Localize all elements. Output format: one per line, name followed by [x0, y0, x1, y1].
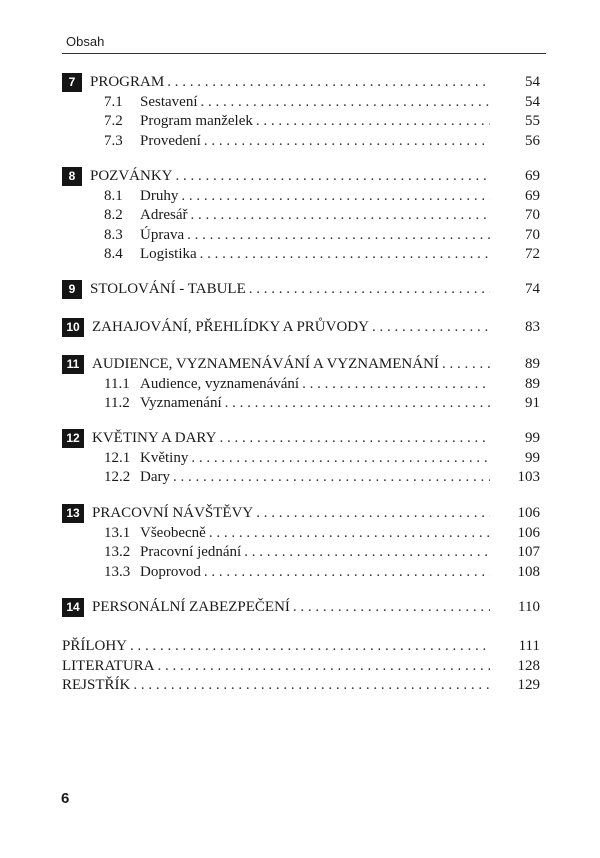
- toc-subsection-row: [62, 225, 540, 245]
- dot-leader: [302, 374, 490, 394]
- page-reference: 106: [517, 505, 540, 521]
- page-reference: 108: [517, 563, 540, 580]
- subsection-number: 7.3: [104, 132, 123, 149]
- dot-leader: [167, 72, 490, 92]
- subsection-number: 11.2: [104, 395, 130, 412]
- toc-subsection-row: [62, 131, 540, 151]
- chapter-number-badge: 11: [62, 355, 84, 374]
- toc-chapter-row: [62, 72, 540, 92]
- page-reference: 103: [517, 469, 540, 486]
- subsection-number: 13.1: [104, 525, 131, 541]
- subsection-number: 12.2: [104, 469, 131, 486]
- chapter-number-badge: 13: [62, 504, 84, 523]
- page-number: 6: [61, 790, 70, 807]
- subsection-title: Květiny: [140, 450, 189, 466]
- toc-chapter-row: [62, 317, 540, 337]
- chapter-number-badge: 14: [62, 598, 84, 617]
- subsection-number: 12.1: [104, 450, 131, 466]
- subsection-title: Doprovod: [140, 563, 201, 580]
- toc-subsection-row: [62, 448, 540, 468]
- chapter-title: PRACOVNÍ NÁVŠTĚVY: [92, 505, 254, 521]
- toc-appendix-row: [62, 656, 540, 676]
- toc-chapter-row: [62, 428, 540, 448]
- subsection-number: 11.1: [104, 376, 130, 392]
- running-header: Obsah: [66, 34, 105, 49]
- subsection-number: 8.4: [104, 246, 123, 263]
- page-reference: 99: [525, 450, 540, 466]
- page-reference: 56: [525, 132, 540, 149]
- toc-chapter-row: [62, 354, 540, 374]
- toc-chapter-row: [62, 166, 540, 186]
- chapter-number-badge: 8: [62, 167, 82, 186]
- subsection-title: Všeobecně: [140, 525, 206, 541]
- dot-leader: [173, 467, 490, 487]
- subsection-title: Vyznamenání: [140, 395, 222, 412]
- subsection-title: Audience, vyznamenávání: [140, 376, 300, 392]
- appendix-title: LITERATURA: [62, 658, 155, 674]
- page-reference: 107: [517, 544, 540, 561]
- toc-subsection-row: [62, 393, 540, 413]
- dot-leader: [158, 656, 491, 676]
- page-reference: 69: [525, 188, 540, 204]
- page-reference: 106: [517, 525, 540, 541]
- dot-leader: [372, 317, 490, 337]
- toc-subsection-row: [62, 92, 540, 112]
- dot-leader: [293, 597, 490, 617]
- page-reference: 70: [525, 207, 540, 224]
- dot-leader: [133, 675, 490, 695]
- dot-leader: [225, 393, 490, 413]
- subsection-number: 7.2: [104, 113, 123, 130]
- subsection-title: Logistika: [140, 246, 197, 263]
- toc-subsection-row: [62, 542, 540, 562]
- page-reference: 89: [525, 356, 540, 372]
- toc-subsection-row: [62, 374, 540, 394]
- toc-chapter-row: [62, 279, 540, 299]
- dot-leader: [244, 542, 490, 562]
- page-reference: 110: [518, 599, 540, 615]
- dot-leader: [190, 205, 490, 225]
- subsection-number: 13.2: [104, 544, 131, 561]
- page-reference: 99: [525, 430, 540, 446]
- dot-leader: [130, 636, 490, 656]
- toc-subsection-row: [62, 562, 540, 582]
- page-reference: 69: [525, 168, 540, 184]
- chapter-title: KVĚTINY A DARY: [92, 430, 217, 446]
- page-reference: 54: [525, 74, 540, 90]
- subsection-number: 8.2: [104, 207, 123, 224]
- page-reference: 70: [525, 226, 540, 243]
- page-reference: 128: [517, 658, 540, 674]
- subsection-title: Adresář: [140, 207, 188, 224]
- page-reference: 55: [525, 113, 540, 130]
- subsection-number: 7.1: [104, 94, 123, 110]
- dot-leader: [442, 354, 490, 374]
- subsection-title: Sestavení: [140, 94, 198, 110]
- subsection-title: Pracovní jednání: [140, 544, 242, 561]
- toc-appendix-row: [62, 675, 540, 695]
- subsection-title: Dary: [140, 469, 170, 486]
- page-reference: 74: [525, 281, 540, 297]
- subsection-title: Druhy: [140, 188, 179, 204]
- dot-leader: [191, 448, 490, 468]
- subsection-number: 8.3: [104, 226, 123, 243]
- dot-leader: [256, 111, 490, 131]
- dot-leader: [249, 279, 490, 299]
- chapter-number-badge: 7: [62, 73, 82, 92]
- chapter-title: ZAHAJOVÁNÍ, PŘEHLÍDKY A PRŮVODY: [92, 319, 369, 335]
- dot-leader: [176, 166, 491, 186]
- dot-leader: [201, 92, 491, 112]
- toc-subsection-row: [62, 467, 540, 487]
- appendix-title: PŘÍLOHY: [62, 638, 128, 654]
- toc-subsection-row: [62, 205, 540, 225]
- chapter-title: STOLOVÁNÍ - TABULE: [90, 281, 246, 297]
- page-reference: 83: [525, 319, 540, 335]
- chapter-title: PERSONÁLNÍ ZABEZPEČENÍ: [92, 599, 290, 615]
- toc-subsection-row: [62, 111, 540, 131]
- toc-subsection-row: [62, 244, 540, 264]
- toc-subsection-row: [62, 523, 540, 543]
- subsection-title: Program manželek: [140, 113, 253, 130]
- dot-leader: [204, 562, 490, 582]
- chapter-number-badge: 9: [62, 280, 82, 299]
- toc-chapter-row: [62, 503, 540, 523]
- chapter-title: PROGRAM: [90, 74, 165, 90]
- toc-appendix-row: [62, 636, 540, 656]
- page-reference: 111: [518, 638, 540, 654]
- dot-leader: [181, 186, 490, 206]
- dot-leader: [219, 428, 490, 448]
- dot-leader: [209, 523, 490, 543]
- subsection-number: 8.1: [104, 188, 123, 204]
- subsection-title: Úprava: [140, 226, 185, 243]
- toc-subsection-row: [62, 186, 540, 206]
- chapter-title: POZVÁNKY: [90, 168, 173, 184]
- appendix-title: REJSTŘÍK: [62, 677, 131, 693]
- page-reference: 91: [525, 395, 540, 412]
- chapter-number-badge: 12: [62, 429, 84, 448]
- page-reference: 129: [517, 677, 540, 693]
- subsection-number: 13.3: [104, 563, 131, 580]
- subsection-title: Provedení: [140, 132, 201, 149]
- page-reference: 54: [525, 94, 540, 110]
- dot-leader: [200, 244, 490, 264]
- dot-leader: [204, 131, 490, 151]
- dot-leader: [187, 225, 490, 245]
- dot-leader: [256, 503, 490, 523]
- chapter-number-badge: 10: [62, 318, 84, 337]
- page-reference: 72: [525, 246, 540, 263]
- toc-chapter-row: [62, 597, 540, 617]
- chapter-title: AUDIENCE, VYZNAMENÁVÁNÍ A VYZNAMENÁNÍ: [92, 356, 439, 372]
- page-reference: 89: [525, 376, 540, 392]
